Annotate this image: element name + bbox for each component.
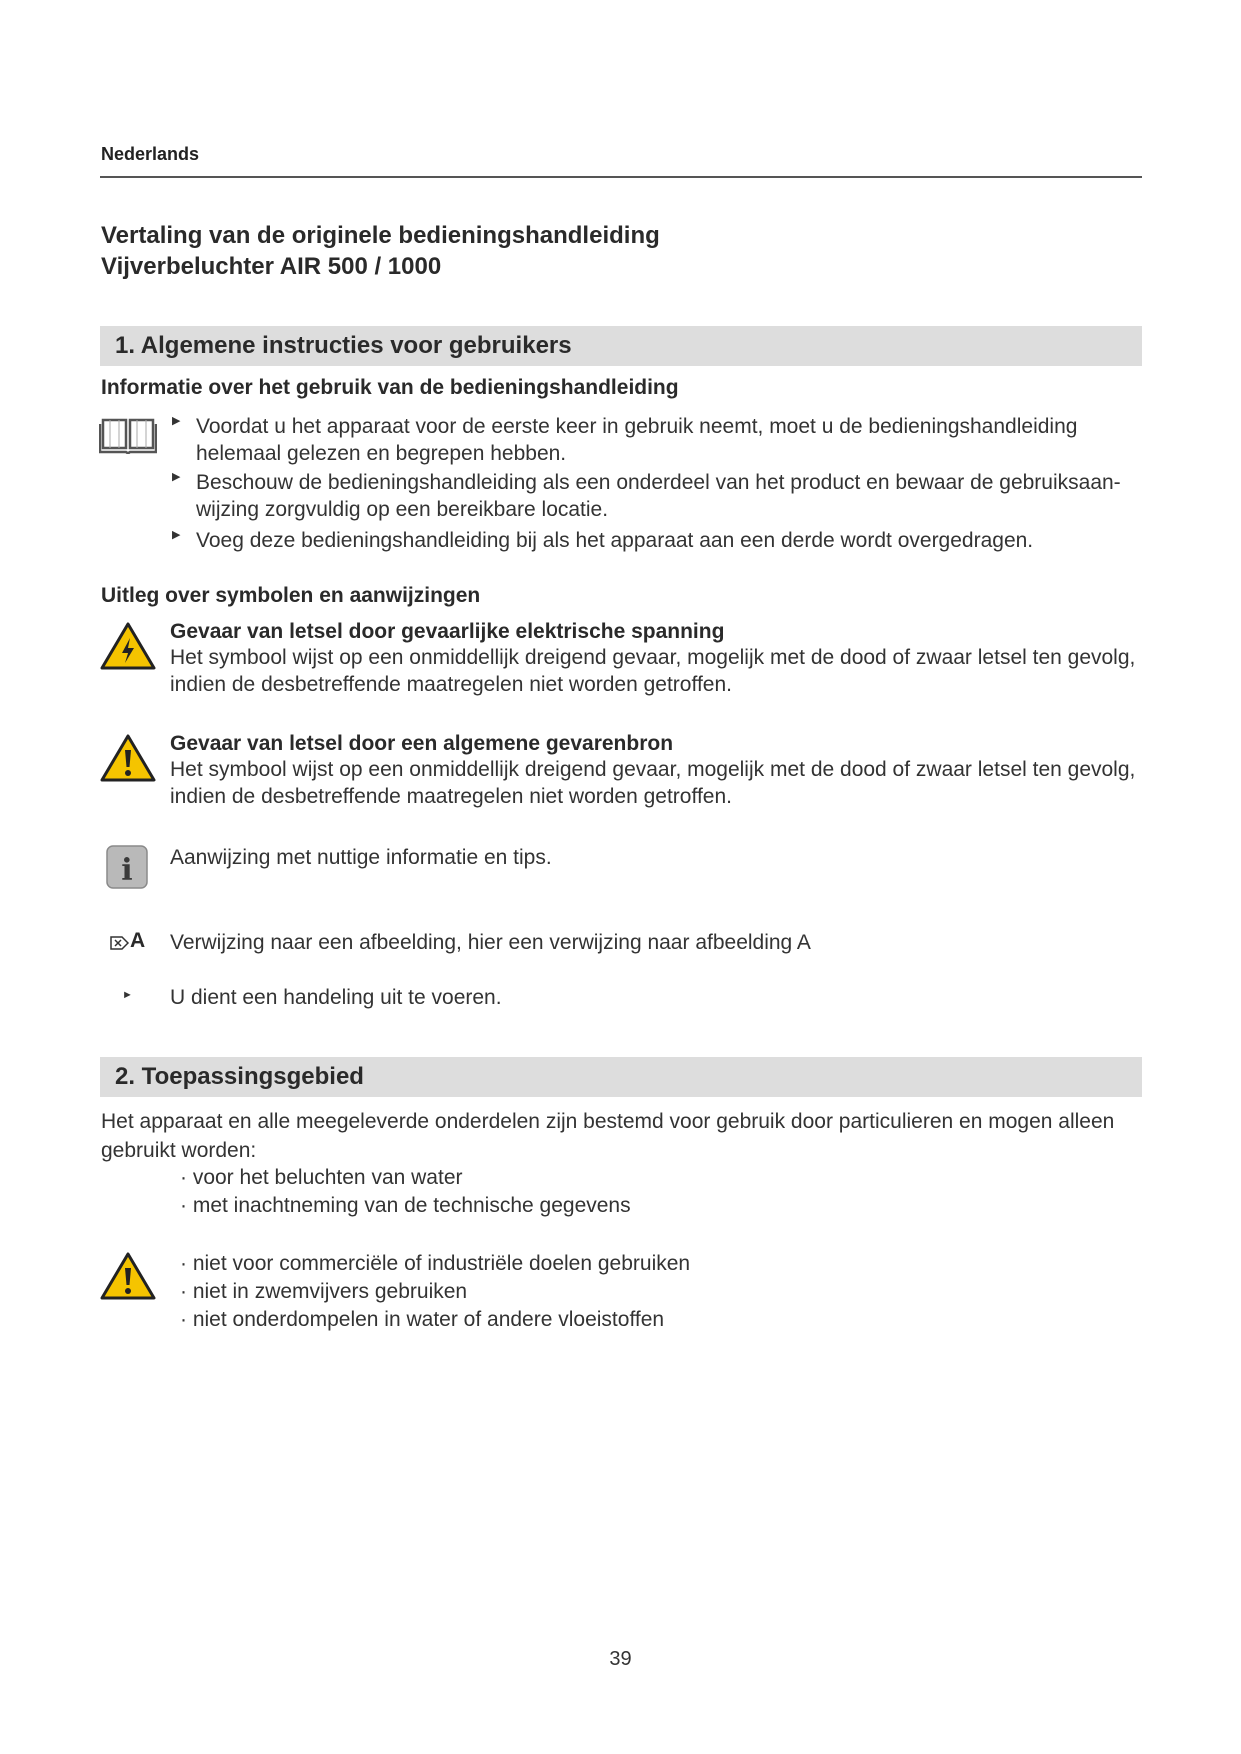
bullet-triangle-icon: ▶ — [172, 415, 181, 427]
general-warning-text: Het symbool wijst op een onmiddellijk dreigend gevaar, mogelijk met de dood of zwaar letsel ten gevolg, indien de desbetreffende maatregelen niet worden getroffen. — [170, 758, 1136, 808]
action-text: U dient een handeling uit te voeren. — [170, 986, 502, 1009]
electric-warning-title: Gevaar van letsel door gevaarlijke elektrische spanning — [170, 620, 725, 643]
document-title — [101, 220, 660, 282]
list-item: · niet voor commerciële of industriële doelen gebruiken — [180, 1252, 691, 1275]
list-item: ▶ Beschouw de bedieningshandleiding als een onderdeel van het product en bewaar de gebruiksaan-wijzing zorgvuldig op een bereikbare locatie. — [172, 471, 1121, 521]
list-item: · niet in zwemvijvers gebruiken — [180, 1280, 468, 1303]
list-item: ▶ Voordat u het apparaat voor de eerste keer in gebruik neemt, moet u de bedieningshandleiding helemaal gelezen en begrepen hebben. — [172, 415, 1078, 465]
info-heading: Informatie over het gebruik van de bedieningshandleiding — [101, 376, 679, 399]
page-number: 39 — [609, 1648, 632, 1670]
bullet-triangle-icon: ▶ — [172, 471, 181, 483]
document-title-line1: Vertaling van de originele bedieningshandleiding — [101, 222, 660, 249]
action-arrow-icon: ► — [122, 989, 133, 1001]
list-item: · met inachtneming van de technische gegevens — [180, 1194, 631, 1217]
electric-warning-text: Het symbool wijst op een onmiddellijk dreigend gevaar, mogelijk met de dood of zwaar letsel ten gevolg, indien de desbetreffende maatregelen niet worden getroffen. — [170, 646, 1136, 696]
info-note-text: Aanwijzing met nuttige informatie en tips. — [170, 846, 552, 869]
book-icon — [99, 414, 157, 459]
language-label: Nederlands — [101, 144, 200, 164]
figure-ref-text: Verwijzing naar een afbeelding, hier een verwijzing naar afbeelding A — [170, 931, 811, 954]
section-2-title: 2. Toepassingsgebied — [115, 1063, 364, 1090]
general-warning-icon — [99, 1251, 157, 1306]
electric-warning-icon — [99, 621, 157, 676]
list-item: ▶ Voeg deze bedieningshandleiding bij als het apparaat aan een derde wordt overgedragen. — [172, 529, 1034, 552]
symbols-heading: Uitleg over symbolen en aanwijzingen — [101, 584, 481, 607]
document-title-line2: Vijverbeluchter AIR 500 / 1000 — [101, 253, 442, 280]
section-1-title: 1. Algemene instructies voor gebruikers — [115, 332, 572, 359]
figure-ref-icon — [110, 935, 130, 956]
section-2-intro: Het apparaat en alle meegeleverde onderdelen zijn bestemd voor gebruik door particulieren en mogen alleen gebruikt worden: — [101, 1110, 1115, 1162]
general-warning-icon — [99, 733, 157, 788]
allowed-list — [180, 1164, 631, 1220]
forbidden-list — [180, 1250, 690, 1334]
list-item: · niet onderdompelen in water of andere vloeistoffen — [180, 1308, 665, 1331]
section-1-bar — [100, 326, 1142, 366]
bullet-triangle-icon: ▶ — [172, 529, 181, 541]
svg-text:i: i — [121, 853, 133, 888]
section-2-bar — [100, 1057, 1142, 1097]
header-rule — [100, 176, 1142, 178]
electric-warning-block — [170, 620, 1145, 698]
list-item: · voor het beluchten van water — [180, 1166, 463, 1189]
info-icon — [106, 845, 148, 894]
figure-ref-symbol: A — [130, 929, 146, 952]
general-warning-block — [170, 732, 1145, 810]
general-warning-title: Gevaar van letsel door een algemene gevarenbron — [170, 732, 674, 755]
